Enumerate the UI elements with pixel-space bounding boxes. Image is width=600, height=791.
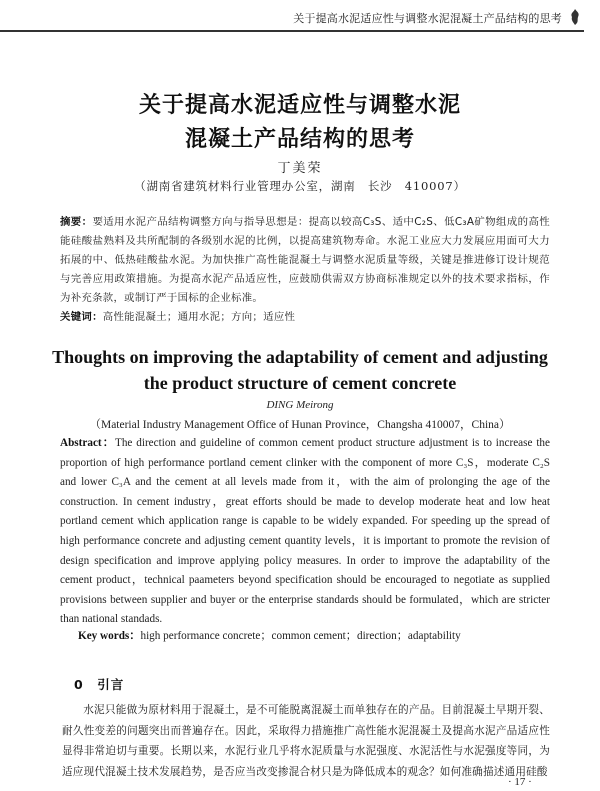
author-en: DING Meirong	[266, 399, 334, 411]
title-en-line1: Thoughts on improving the adaptability of cement and adjusting	[52, 347, 548, 367]
keywords-cn-text: 高性能混凝土；通用水泥；方向；适应性	[102, 311, 296, 323]
header-rule	[0, 30, 584, 32]
keywords-en-text: high performance concrete；common cement；direction；adaptability	[140, 630, 461, 642]
author-cn: 丁美荣	[277, 161, 323, 176]
abstract-en-text: The direction and guideline of common cement product structure adjustment is to increase the proportion of high performance portland cement clinker with the component of more C₃S，moderate C₂S and lower C₃A and the cement at all levels made from it，with the aim of prolonging the age of the construction. In cement industry，great efforts should be made to develop moderate heat and low heat portland cement which application range is capable to be widely expanded. For speeding up the spread of high performance concrete and adjusting cement quantity levels，it is important to promote the revision of design specification and improve applying policy measures. In order to improve the adaptability of the cement product，technical paameters beyond specification should be encouraged to negotiate as supplied provisions between supplier and buyer or the enterprise standards should be formulated，which are stricter than national standads.	[60, 437, 550, 626]
running-header-text: 关于提高水泥适应性与调整水泥混凝土产品结构的思考	[293, 12, 562, 25]
abstract-en	[60, 434, 550, 630]
affiliation-cn: （湖南省建筑材料行业管理办公室，湖南 长沙 410007）	[134, 179, 466, 193]
running-header	[0, 6, 600, 32]
keywords-en	[78, 627, 548, 645]
page-number: · 17 ·	[508, 776, 532, 788]
abstract-cn	[60, 213, 550, 308]
title-cn-line2: 混凝土产品结构的思考	[184, 126, 415, 152]
keywords-cn	[60, 308, 550, 327]
keywords-cn-label: 关键词：	[60, 311, 103, 323]
title-cn	[0, 88, 600, 156]
title-en-line2: the product structure of cement concrete	[143, 373, 457, 393]
abstract-en-label: Abstract：	[60, 437, 115, 449]
title-cn-line1: 关于提高水泥适应性与调整水泥	[138, 92, 461, 118]
abstract-cn-text: 要适用水泥产品结构调整方向与指导思想是：提高以较高C₃S、适中C₂S、低C₃A矿物组成的高性能硅酸盐熟料及共所配制的各级别水泥的比例，以提高建筑物寿命。水泥工业应大力发展应用面可大力拓展的中、低热硅酸盐水泥。为加快推广高性能混凝土与调整水泥质量等级，关键是推进修订设计规范与完善应用政策措施。为提高水泥产品适应性，应鼓励供需双方协商标准规定以外的技术要求指标，作为补充条款，或制订严于国标的企业标准。	[60, 216, 550, 304]
section-heading-introduction: 0 引言	[74, 677, 125, 692]
keywords-en-label: Key words：	[78, 630, 141, 642]
section-body-paragraph: 水泥只能做为原材料用于混凝土，是不可能脱离混凝土而单独存在的产品。目前混凝土早期开裂、耐久性变差的问题突出而普遍存在。因此，采取得力措施推广高性能水泥混凝土及提高水泥产品适应性显得非常迫切与重要。长期以来，水泥行业几乎将水泥质量与水泥强度、水泥活性与水泥强度等同，为适应现代混凝土技术发展趋势，是否应当改变掺混合材只是为降低成本的观念？如何准确描述通用硅酸	[62, 704, 550, 778]
title-en	[0, 344, 600, 396]
abstract-cn-label: 摘要：	[60, 216, 93, 228]
affiliation-en: （Material Industry Management Office of Hunan Province，Changsha 410007，China）	[89, 419, 511, 431]
journal-mark-icon	[568, 8, 582, 26]
